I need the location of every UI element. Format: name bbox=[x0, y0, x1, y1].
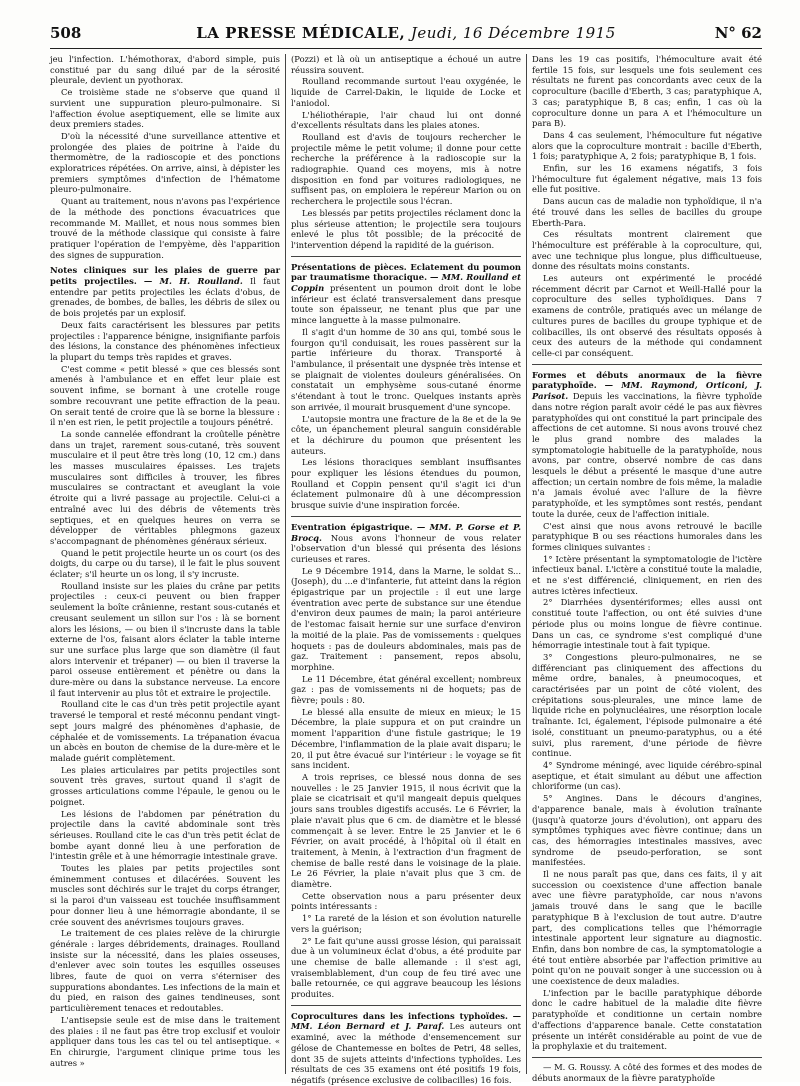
paragraph: Quand le petit projectile heurte un os court (os des doigts, du carpe ou du tarse), il le fait le plus souvent éclater; s'il heurte un os long, il s'y incruste. bbox=[50, 547, 280, 580]
paragraph: 5° Angines. Dans le décours d'angines, d'apparence banale, mais à évolution traînante (jusqu'à quatorze jours d'évolution), ont apparu des symptômes typhiques avec fièvre continue; dans un cas, des hémorragies intestinales massives, avec syndrome de pseudo-perforation, se sont manifestées. bbox=[532, 793, 762, 868]
section-title: Formes et débuts anormaux de la fièvre paratyphoïde. bbox=[532, 369, 762, 391]
paragraph: Dans 4 cas seulement, l'hémoculture fut négative alors que la coproculture montrait : bacille d'Eberth, 1 fois; paratyphique A, 2 fois; paratyphique B, 1 fois. bbox=[532, 129, 762, 162]
paragraph: Les auteurs ont expérimenté le procédé récemment décrit par Carnot et Weill-Hallé pour la coproculture des selles typhoïdiques. Dans 7 examens de contrôle, pratiqués avec un mélange de cultures pures de bacilles du groupe typhique et de colibacilles, ils ont observé des résultats opposés à ceux des auteurs de la méthode qui condamnent celle-ci par conséquent. bbox=[532, 273, 762, 358]
section-separator bbox=[532, 364, 762, 365]
paragraph: 1° Ictère présentant la symptomatologie de l'ictère infectieux banal. L'ictère a constitué toute la maladie, et ne s'est différencié, cliniquement, en rien des autres ictères infectieux. bbox=[532, 553, 762, 596]
section-author: — MM. Léon Bernard et J. Paraf. bbox=[291, 1010, 521, 1032]
section-author: — M. H. Roulland. bbox=[143, 276, 243, 287]
paragraph: C'est comme « petit blessé » que ces blessés sont amenés à l'ambulance et en effet leur plaie est souvent infime, se bornant à une crotelle rouge sombre recouvrant une petite effraction de la peau. On serait tenté de croire que là se borne la blessure : il n'en est rien, le petit projectile a toujours pénétré. bbox=[50, 363, 280, 428]
paragraph: Deux faits caractérisent les blessures par petits projectiles : l'apparence bénigne, insignifiante parfois des lésions, la constance des phénomènes infectieux la plupart du temps très rapides et graves. bbox=[50, 319, 280, 362]
paragraph: Les lésions thoraciques semblant insuffisantes pour expliquer les lésions étendues du poumon, Roulland et Coppin pensent qu'il s'agit ici d'un éclatement pulmonaire dû à une décompression brusque suivie d'une inspiration forcée. bbox=[291, 457, 521, 511]
paragraph: 3° Congestions pleuro-pulmonaires, ne se différenciant pas cliniquement des affections du même ordre, banales, à pneumocoques, et caractérisées par un point de côté violent, des crépitations sous-pleurales, une mince lame de liquide riche en polynucléaires, une résorption locale traînante. Ici, également, l'épisode pulmonaire a été isolé, constituant un pneumo-paratyphus, ou a été suivi, plus rarement, d'une période de fièvre continue. bbox=[532, 651, 762, 759]
page-header bbox=[50, 24, 762, 48]
paragraph: Les lésions de l'abdomen par pénétration du projectile dans la cavité abdominale sont très sérieuses. Roulland cite le cas d'un très petit éclat de bombe ayant donné lieu à une perforation de l'intestin grêle et à une hémorragie intestinale grave. bbox=[50, 808, 280, 862]
column-divider bbox=[285, 54, 286, 1074]
journal-title bbox=[50, 24, 762, 42]
paragraph: Il s'agit d'un homme de 30 ans qui, tombé sous le fourgon qu'il conduisait, les roues passèrent sur la partie inférieure du thorax. Transporté à l'ambulance, il présentait une dyspnée très intense et se plaignait de violentes douleurs généralisées. On constatait un emphysème sous-cutané énorme s'étendant à tout le tronc. Quelques instants après son arrivée, il mourait brusquement d'une syncope. bbox=[291, 326, 521, 412]
section-title: Eventration épigastrique. bbox=[291, 521, 413, 532]
paragraph: Les blessés par petits projectiles réclament donc la plus sérieuse attention; le projectile sera toujours enlevé le plus tôt possible; de la précocité de l'intervention dépend la rapidité de la guérison. bbox=[291, 207, 521, 250]
paragraph: (Pozzi) et là où un antiseptique a échoué un autre réussira souvent. bbox=[291, 54, 521, 75]
section-paragraph bbox=[291, 522, 521, 565]
section-paragraph bbox=[532, 370, 762, 520]
paragraph: — M. G. Roussy. A côté des formes et des modes de débuts anormaux de la fièvre paratyphoïde bbox=[532, 1061, 762, 1083]
paragraph: A trois reprises, ce blessé nous donna de ses nouvelles : le 25 Janvier 1915, il nous écrivit que la plaie se cicatrisait et qu'il mangeait depuis quelques jours sans troubles digestifs accusés. Le 6 Février, la plaie n'avait plus que 6 cm. de diamètre et le blessé commençait à se lever. Entre le 25 Janvier et le 6 Février, on avait procédé, à l'hôpital où il était en traitement, à Menin, à l'extraction d'un fragment de chemise de balle resté dans le voisinage de la plaie. Le 26 Février, la plaie n'avait plus que 3 cm. de diamètre. bbox=[291, 772, 521, 890]
paragraph: L'héliothérapie, l'air chaud lui ont donné d'excellents résultats dans les plaies atones. bbox=[291, 109, 521, 131]
column-divider bbox=[526, 54, 527, 1074]
issue-date: Jeudi, 16 Décembre 1915 bbox=[410, 24, 616, 42]
paragraph: 2° Diarrhées dysentériformes; elles aussi ont constitué toute l'affection, ou ont été suivies d'une période plus ou moins longue de fièvre continue. Dans un cas, ce syndrome s'est compliqué d'une hémorragie intestinale tout à fait typique. bbox=[532, 597, 762, 651]
section-text: Depuis les vaccinations, la fièvre typhoïde dans notre région paraît avoir cédé le pas aux fièvres paratyphoïdes qui ont constitué la part principale des affections de cet automne. Si nous avons trouvé chez le plus grand nombre des malades la symptomatologie habituelle de la paratyphoïde, nous avons, par contre, observé nombre de cas dans lesquels le début a présenté le masque d'une autre affection; un certain nombre de fois même, la maladie n'a jamais évolué avec l'allure de la fièvre paratyphoïde, et les symptômes sont restés, pendant toute la durée, ceux de l'affection initiale. bbox=[532, 391, 762, 519]
section-author: — MM. Raymond, Orticoni, J. Parisot. bbox=[532, 380, 762, 402]
column-1 bbox=[50, 54, 280, 1074]
paragraph: L'autopsie montra une fracture de la 8e et de la 9e côte, un épanchement pleural sanguin considérable et la déchirure du poumon que présentent les auteurs. bbox=[291, 413, 521, 456]
paragraph: jeu l'infection. L'hémothorax, d'abord simple, puis constitué par du sang dilué par de la sérosité pleurale, devient un pyothorax. bbox=[50, 54, 280, 86]
paragraph: L'infection par le bacille paratyphique déborde donc le cadre habituel de la maladie dite fièvre paratyphoïde et conditionne un certain nombre d'affections d'apparence banale. Cette constatation présente un intérêt considérable au point de vue de la prophylaxie et du traitement. bbox=[532, 987, 762, 1052]
header-rule bbox=[50, 48, 762, 49]
paragraph: Dans aucun cas de maladie non typhoïdique, il n'a été trouvé dans les selles de bacilles du groupe Eberth-Para. bbox=[532, 196, 762, 228]
section-paragraph bbox=[291, 262, 521, 326]
section-paragraph bbox=[50, 265, 280, 319]
paragraph: Le 11 Décembre, état général excellent; nombreux gaz : pas de vomissements ni de hoquets; pas de fièvre; pouls : 80. bbox=[291, 673, 521, 706]
paragraph: Il ne nous paraît pas que, dans ces faits, il y ait succession ou coexistence d'une affection banale avec une fièvre paratyphoïde, car nous n'avons jamais trouvé dans le sang que le bacille paratyphique B à l'exclusion de tout autre. D'autre part, des complications telles que l'hémorragie intestinale apportent leur signature au diagnostic. Enfin, dans bon nombre de cas, la symptomatologie a été tout entière absorbée par l'affection primitive au point qu'on ne pouvait songer à une succession ou à une coexistence de deux maladies. bbox=[532, 869, 762, 987]
section-separator bbox=[291, 516, 521, 517]
paragraph: Roulland recommande surtout l'eau oxygénée, le liquide de Carrel-Dakin, le liquide de Locke et l'aniodol. bbox=[291, 76, 521, 108]
paragraph: 2° Le fait qu'une aussi grosse lésion, qui paraissait due à un volumineux éclat d'obus, a été produite par une chemise de balle allemande : il s'est agi, vraisemblablement, d'un coup de feu tiré avec une balle retournée, ce qui aggrave beaucoup les lésions produites. bbox=[291, 935, 521, 1000]
section-text: Nous avons l'honneur de vous relater l'observation d'un blessé qui présenta des lésions curieuses et rares. bbox=[291, 532, 521, 564]
section-text: Il faut entendre par petits projectiles les éclats d'obus, de grenades, de bombes, de balles, les débris de silex ou de bois projetés par un explosif. bbox=[50, 276, 280, 319]
paragraph: Le blessé alla ensuite de mieux en mieux; le 15 Décembre, la plaie suppura et on put craindre un moment l'apparition d'une fistule gastrique; le 19 Décembre, l'inflammation de la plaie avait disparu; le 20, il put être évacué sur l'intérieur : le voyage se fit sans incident. bbox=[291, 706, 521, 771]
paragraph: Ces résultats montrent clairement que l'hémoculture est préférable à la coproculture, qui, avec une technique plus longue, plus difficultueuse, donne des résultats moins constants. bbox=[532, 229, 762, 272]
page-number: 508 bbox=[50, 24, 82, 42]
section-separator bbox=[532, 1057, 762, 1058]
column-3 bbox=[532, 54, 762, 1083]
section-paragraph bbox=[291, 1011, 521, 1086]
paragraph: Toutes les plaies par petits projectiles sont éminemment contuses et dilacérées. Souvent les muscles sont déchirés sur le trajet du corps étranger, si la paroi d'un vaisseau est touchée insuffisamment pour donner lieu à une hémorragie abondante, il se crée souvent des anévrismes toujours graves. bbox=[50, 863, 280, 927]
section-text: Les auteurs ont examiné, avec la méthode d'ensemencement sur gélose de Chantemesse en boîtes de Petri, 48 selles, dont 35 de sujets atteints d'infections typhoïdes. Les résultats de ces 35 examens ont été positifs 19 fois, négatifs (présence exclusive de colibacilles) 16 fois. bbox=[291, 1021, 521, 1085]
section-text: présentent un poumon droit dont le lobe inférieur est éclaté transversalement dans presque toute son épaisseur, ne tenant plus que par une mince languette à la masse pulmonaire. bbox=[291, 283, 521, 326]
paragraph: Ce troisième stade ne s'observe que quand il survient une suppuration pleuro-pulmonaire. Si l'affection évolue aseptiquement, elle se limite aux deux premiers stades. bbox=[50, 87, 280, 130]
paragraph: Cette observation nous a paru présenter deux points intéressants : bbox=[291, 890, 521, 912]
paragraph: Dans les 19 cas positifs, l'hémoculture avait été fertile 15 fois, sur lesquels une fois seulement ces résultats ne furent pas concordants avec ceux de la coproculture (bacille d'Eberth, 3 cas; paratyphique A, 3 cas; paratyphique B, 8 cas; enfin, 1 cas où la coproculture donne un para A et l'hémoculture un para B). bbox=[532, 54, 762, 129]
paragraph: 4° Syndrome méningé, avec liquide cérébro-spinal aseptique, et était simulant au début une affection chloriforme (un cas). bbox=[532, 760, 762, 792]
column-2 bbox=[291, 54, 522, 1085]
paragraph: Roulland est d'avis de toujours rechercher le projectile même le petit volume; il donne pour cette recherche la préférence à la radioscopie sur la radiographie. Quand ces moyens, mis à notre disposition en fond par voitures radiologiques, ne suffisent pas, on emploiera le repéreur Marion ou on recherchera le projectile sous l'écran. bbox=[291, 131, 521, 207]
paragraph: Quant au traitement, nous n'avons pas l'expérience de la méthode des ponctions évacuatrices que recommande M. Maillet, et nous nous sommes bien trouvé de la méthode classique qui consiste à faire pratiquer l'opération de l'empyème, dès l'apparition des signes de suppuration. bbox=[50, 196, 280, 260]
section-separator bbox=[291, 256, 521, 257]
paragraph: La sonde cannelée effondrant la croûtelle pénètre dans un trajet, rarement sous-cutané, très souvent musculaire et il peut être très long (10, 12 cm.) dans les masses musculaires épaisses. Les trajets musculaires sont difficiles à trouver, les fibres musculaires se contractant et aveuglant la voie étroite qui a livré passage au projectile. Celui-ci a entraîné avec lui des débris de vêtements très septiques, et en quelques heures on verra se développer de véritables phlegmons gazeux s'accompagnant de phénomènes généraux sérieux. bbox=[50, 428, 280, 546]
paragraph: Le 9 Décembre 1914, dans la Marne, le soldat S... (Joseph), du ...e d'infanterie, fut atteint dans la région épigastrique par un projectile : il eut une large éventration avec perte de substance sur une étendue d'environ deux paumes de main; la paroi antérieure de l'estomac faisait hernie sur une surface d'environ la moitié de la plaie. Pas de vomissements : quelques hoquets : pas de douleurs abdominales, mais pas de gaz. Traitement : pansement, repos absolu, morphine. bbox=[291, 565, 521, 672]
paragraph: Roulland cite le cas d'un très petit projectile ayant traversé le temporal et resté méconnu pendant vingt-sept jours malgré des phénomènes d'aphasie, de céphalée et de vomissements. La trépanation évacua un abcès en bouton de chemise de la dure-mère et le malade guérit complètement. bbox=[50, 699, 280, 763]
section-title: Présentations de pièces. Eclatement du poumon par traumatisme thoracique. bbox=[291, 261, 521, 283]
paragraph: Le traitement de ces plaies relève de la chirurgie générale : larges débridements, drainages. Roulland insiste sur la nécessité, dans les plaies osseuses, d'enlever avec soin toutes les esquilles osseuses libres, faute de quoi on verra s'éterniser des suppurations abondantes. Les infections de la main et du pied, en raison des gaines tendineuses, sont particulièrement tenaces et redoutables. bbox=[50, 928, 280, 1014]
issue-number: N° 62 bbox=[714, 24, 762, 42]
section-separator bbox=[291, 1005, 521, 1006]
section-author: — MM. Roulland et Coppin bbox=[291, 272, 522, 294]
journal-name: LA PRESSE MÉDICALE, bbox=[196, 24, 406, 42]
paragraph: 1° La rareté de la lésion et son évolution naturelle vers la guérison; bbox=[291, 913, 521, 934]
paragraph: C'est ainsi que nous avons retrouvé le bacille paratyphique B ou ses réactions humorales dans les formes cliniques suivantes : bbox=[532, 520, 762, 552]
paragraph: L'antisepsie seule est de mise dans le traitement des plaies : il ne faut pas être trop exclusif et vouloir appliquer dans tous les cas tel ou tel antiseptique. « En chirurgie, l'argument clinique prime tous les autres » bbox=[50, 1014, 280, 1068]
paragraph: Roulland insiste sur les plaies du crâne par petits projectiles : ceux-ci peuvent ou bien frapper seulement la boîte crânienne, restant sous-cutanés et creusant seulement un sillon sur l'os : là se bornent alors les lésions, — ou bien il s'incruste dans la table externe de l'os, faisant alors éclater la table interne sur une surface plus large que son diamètre (il faut alors intervenir et trépaner) — ou bien il traverse la paroi osseuse entièrement et pénètre ou dans la dure-mère ou dans la substance nerveuse. La encore il faut intervenir au plus tôt et extraire le projectile. bbox=[50, 580, 280, 698]
section-title: Notes cliniques sur les plaies de guerre par petits projectiles. bbox=[50, 265, 280, 287]
paragraph: Les plaies articulaires par petits projectiles sont souvent très graves, surtout quand il s'agit de grosses articulations comme l'épaule, le genou ou le poignet. bbox=[50, 764, 280, 807]
section-title: Coprocultures dans les infections typhoïdes. bbox=[291, 1010, 508, 1021]
paragraph: D'où la nécessité d'une surveillance attentive et prolongée des plaies de poitrine à l'aide du thermomètre, de la radioscopie et des ponctions exploratrices répétées. On arrive, ainsi, à dépister les premiers symptômes d'infection de l'hématome pleuro-pulmonaire. bbox=[50, 130, 280, 195]
paragraph: Enfin, sur les 16 examens négatifs, 3 fois l'hémoculture fut également négative, mais 13 fois elle fut positive. bbox=[532, 163, 762, 195]
section-author: — MM. P. Gorse et P. Brocq. bbox=[291, 521, 522, 543]
